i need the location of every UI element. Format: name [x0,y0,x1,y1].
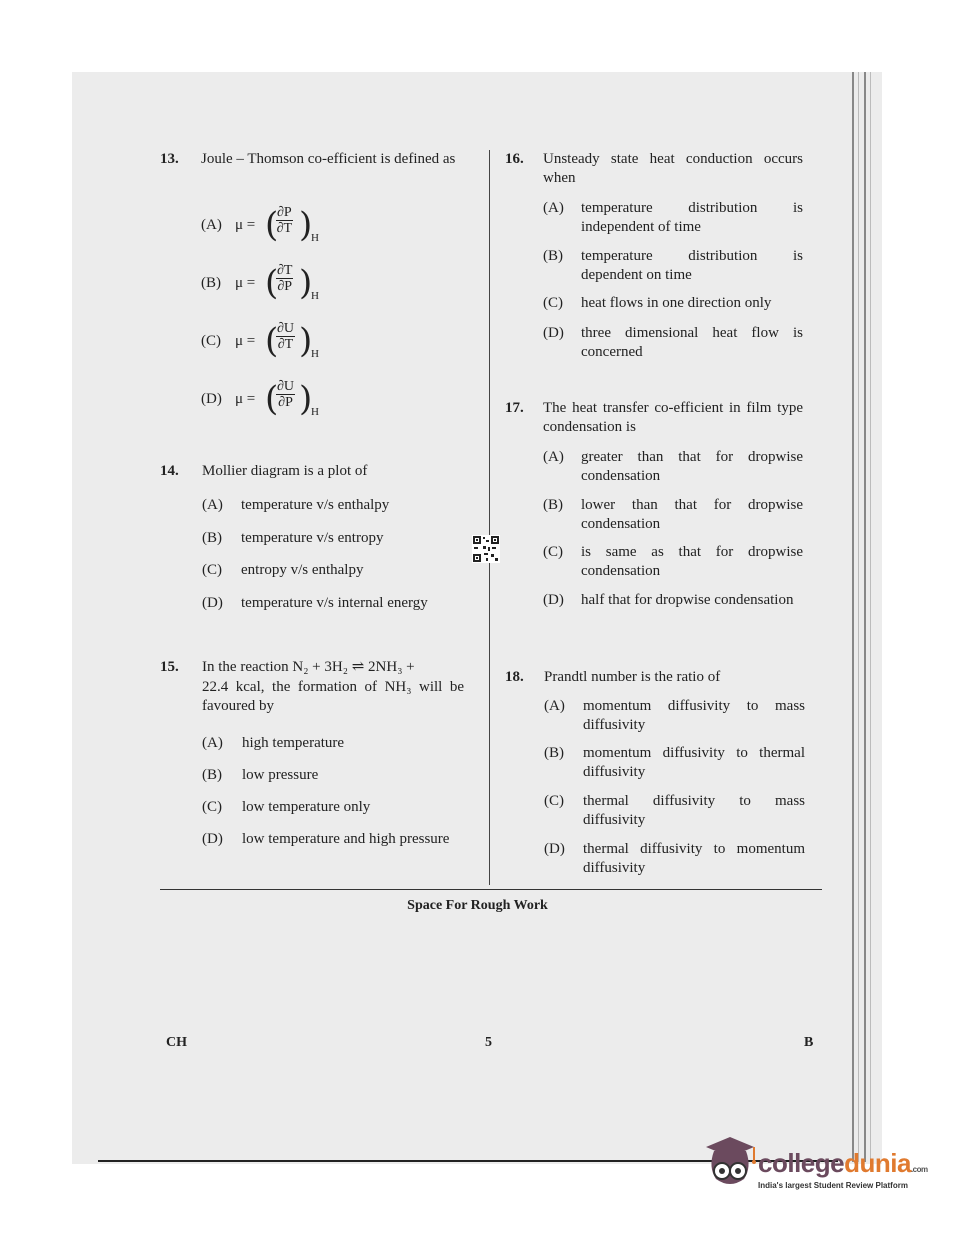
footer-subject-code: CH [166,1035,187,1050]
subscript: H [311,406,319,418]
option-text: temperature distribution is independent of time [581,200,803,235]
option-label: (C) [201,333,221,349]
question-number: 13. [160,151,179,167]
denominator: ∂T [276,221,293,236]
question-number: 18. [505,669,524,685]
option-text: momentum diffusivity to mass diffusivity [583,698,805,733]
question-text: Joule – Thomson co-efficient is defined as [201,151,456,167]
option-text: heat flows in one direction only [581,295,772,311]
paren-right: ) [299,205,313,245]
option-text: greater than that for dropwise condensation [581,449,803,484]
denominator: ∂P [277,279,293,294]
rough-work-label: Space For Rough Work [407,898,548,913]
option-text: temperature v/s enthalpy [241,497,390,513]
mu-symbol: μ = [235,275,256,291]
option-text: thermal diffusivity to momentum diffusivity [583,841,805,876]
fraction [276,263,293,294]
option-label: (C) [543,544,563,560]
page-edge [858,72,859,1162]
option-label: (D) [543,325,564,341]
option-label: (C) [202,799,222,815]
paren-right: ) [299,263,313,303]
option-label: (B) [544,745,564,761]
option-label: (B) [202,530,222,546]
option-text: low pressure [242,767,319,783]
paren-left: ( [265,263,279,303]
option-label: (A) [201,217,222,233]
option-text: temperature v/s entropy [241,530,384,546]
mu-symbol: μ = [235,333,256,349]
question-text: The heat transfer co-efficient in film type condensation is [543,400,803,435]
logo-com: .com [910,1165,928,1174]
logo-tagline: India's largest Student Review Platform [758,1181,908,1190]
question-text: Prandtl number is the ratio of [544,669,721,685]
logo-word-accent: dunia [844,1148,911,1178]
question-18 [505,668,805,883]
option-text: three dimensional heat flow is concerned [581,325,803,360]
option-label: (B) [201,275,221,291]
option-label: (A) [202,497,223,513]
question-text: Unsteady state heat conduction occurs when [543,151,803,186]
question-13 [160,150,465,420]
option-label: (D) [202,831,223,847]
denominator: ∂P [278,395,293,410]
option-text: low temperature and high pressure [242,831,450,847]
question-15 [160,658,465,873]
numerator: ∂P [277,205,292,220]
option-label: (D) [202,595,223,611]
logo-word-main: college [758,1148,845,1178]
question-17 [505,399,805,634]
subscript: H [311,348,319,360]
paren-left: ( [265,205,279,245]
option-text: half that for dropwise condensation [581,592,794,608]
qr-code-icon [472,535,500,563]
option-label: (A) [544,698,565,714]
option-label: (D) [201,391,222,407]
option-label: (C) [202,562,222,578]
option-label: (C) [544,793,564,809]
question-number: 17. [505,400,524,416]
page-edge [864,72,866,1162]
page-edge [852,72,854,1162]
paren-right: ) [299,321,313,361]
option-text: lower than that for dropwise condensation [581,497,803,532]
question-number: 14. [160,463,179,479]
numerator: ∂U [277,321,295,336]
mu-symbol: μ = [235,391,256,407]
fraction [276,205,293,236]
option-text: temperature v/s internal energy [241,595,428,611]
option-text: is same as that for dropwise condensation [581,544,803,579]
option-label: (A) [543,449,564,465]
option-text: low temperature only [242,799,371,815]
question-number: 15. [160,659,179,675]
question-14 [160,462,465,622]
option-label: (A) [543,200,564,216]
option-text: temperature distribution is dependent on time [581,248,803,283]
question-16 [505,150,805,370]
column-divider [489,150,490,885]
denominator: ∂T [277,337,294,352]
paren-left: ( [265,379,279,419]
footer-page-number: 5 [485,1035,492,1050]
question-number: 16. [505,151,524,167]
subscript: H [311,232,319,244]
fraction [276,379,295,410]
question-text-line1: In the reaction N₂ + 3H₂ ⇌ 2NH₃ + [202,659,415,675]
option-label: (A) [202,735,223,751]
rough-work-rule [160,889,822,890]
paren-right: ) [299,379,313,419]
option-label: (B) [543,248,563,264]
question-text: Mollier diagram is a plot of [202,463,368,479]
option-label: (B) [202,767,222,783]
subscript: H [311,290,319,302]
option-label: (B) [543,497,563,513]
option-label: (C) [543,295,563,311]
mu-symbol: μ = [235,217,256,233]
footer-booklet-series: B [804,1035,814,1050]
collegedunia-mascot-icon [700,1133,756,1193]
option-text: momentum diffusivity to thermal diffusivity [583,745,805,780]
numerator: ∂U [277,379,295,394]
option-text: high temperature [242,735,345,751]
paren-left: ( [265,321,279,361]
page-edge [870,72,871,1162]
fraction [276,321,295,352]
collegedunia-logo [758,1148,928,1179]
option-label: (D) [544,841,565,857]
question-text: 22.4 kcal, the formation of NH₃ will be favoured by [202,679,464,714]
option-text: entropy v/s enthalpy [241,562,364,578]
option-text: thermal diffusivity to mass diffusivity [583,793,805,828]
option-label: (D) [543,592,564,608]
numerator: ∂T [277,263,293,278]
